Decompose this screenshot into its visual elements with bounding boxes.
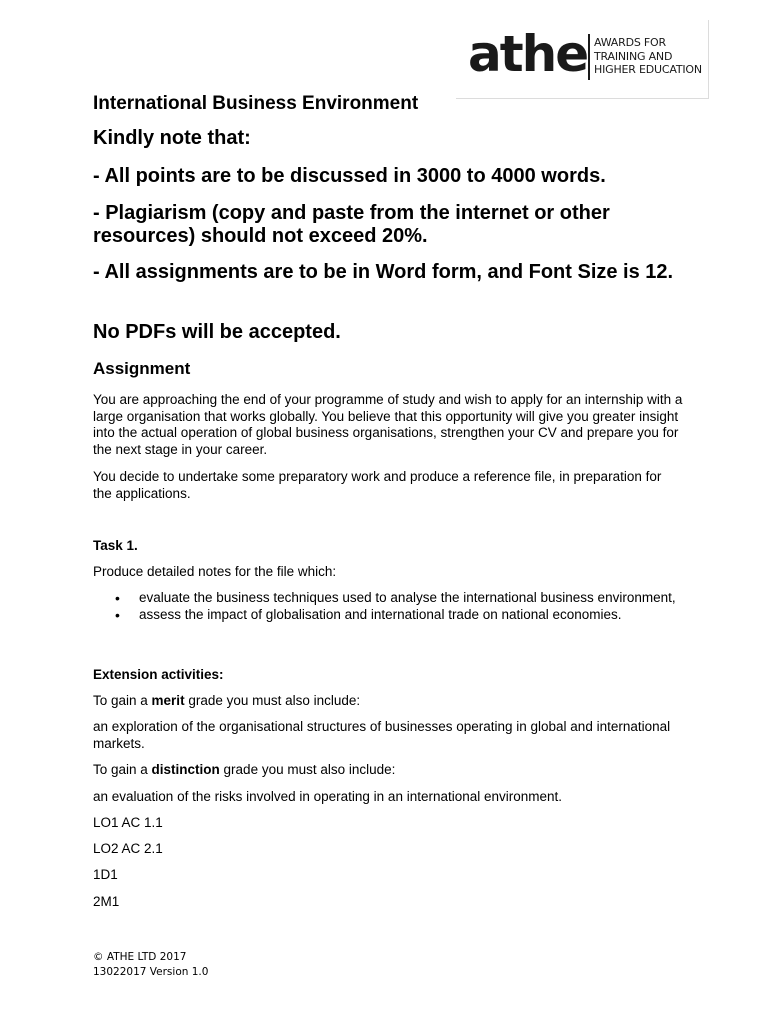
- logo-wordmark: athe: [468, 25, 588, 83]
- learning-outcome-code: LO2 AC 2.1: [93, 841, 163, 856]
- task-heading: Task 1.: [93, 538, 138, 553]
- task-intro: Produce detailed notes for the file which:: [93, 564, 337, 579]
- note-no-pdf: No PDFs will be accepted.: [93, 321, 341, 343]
- intro-paragraph: You decide to undertake some preparatory work and produce a reference file, in preparation for the applications.: [93, 469, 662, 501]
- grade-code: 2M1: [93, 894, 120, 909]
- logo-divider: [588, 34, 590, 80]
- logo-tagline-line: AWARDS FOR: [594, 36, 666, 49]
- merit-suffix: grade you must also include:: [184, 693, 361, 708]
- learning-outcome-code: LO1 AC 1.1: [93, 815, 163, 830]
- page-footer: [93, 950, 208, 980]
- header-divider: [456, 98, 708, 99]
- merit-line: [93, 693, 683, 710]
- note-heading: Kindly note that:: [93, 127, 251, 149]
- bullet-text: evaluate the business techniques used to analyse the international business environment,: [139, 590, 676, 605]
- distinction-suffix: grade you must also include:: [219, 762, 396, 777]
- merit-keyword: merit: [151, 693, 185, 708]
- distinction-requirement: an evaluation of the risks involved in operating in an international environment.: [93, 789, 563, 804]
- logo-tagline-line: HIGHER EDUCATION: [594, 63, 702, 76]
- logo-tagline: [594, 36, 702, 77]
- bullet-icon: •: [115, 606, 120, 623]
- distinction-prefix: To gain a: [93, 762, 152, 777]
- document-title: International Business Environment: [93, 93, 419, 114]
- distinction-keyword: distinction: [151, 762, 220, 777]
- footer-version: 13022017 Version 1.0: [93, 966, 209, 978]
- bullet-icon: •: [115, 590, 120, 606]
- extension-heading: Extension activities:: [93, 667, 224, 682]
- note-format: - All assignments are to be in Word form, and Font Size is 12.: [93, 261, 674, 283]
- merit-requirement: an exploration of the organisational structures of businesses operating in global and international markets.: [93, 719, 671, 751]
- list-item: [93, 607, 683, 624]
- intro-paragraph: You are approaching the end of your programme of study and wish to apply for an internship with a large organisation that works globally. You believe that this opportunity will give you greater insight into the actual operation of global business organisations, strengthen your CV and prepare you for the next stage in your career.: [93, 392, 683, 458]
- task-bullet-list: [93, 590, 683, 623]
- grade-code: 1D1: [93, 867, 118, 882]
- note-plagiarism: - Plagiarism (copy and paste from the internet or other resources) should not exceed 20%.: [93, 202, 610, 247]
- footer-copyright: © ATHE LTD 2017: [93, 951, 187, 963]
- list-item: [93, 590, 683, 607]
- merit-prefix: To gain a: [93, 693, 152, 708]
- bullet-text: assess the impact of globalisation and international trade on national economies.: [139, 606, 622, 622]
- logo-tagline-line: TRAINING AND: [594, 49, 673, 63]
- note-word-count: - All points are to be discussed in 3000 to 4000 words.: [93, 165, 606, 187]
- assignment-heading: Assignment: [93, 359, 191, 378]
- distinction-line: [93, 762, 683, 779]
- athe-logo: [464, 20, 709, 99]
